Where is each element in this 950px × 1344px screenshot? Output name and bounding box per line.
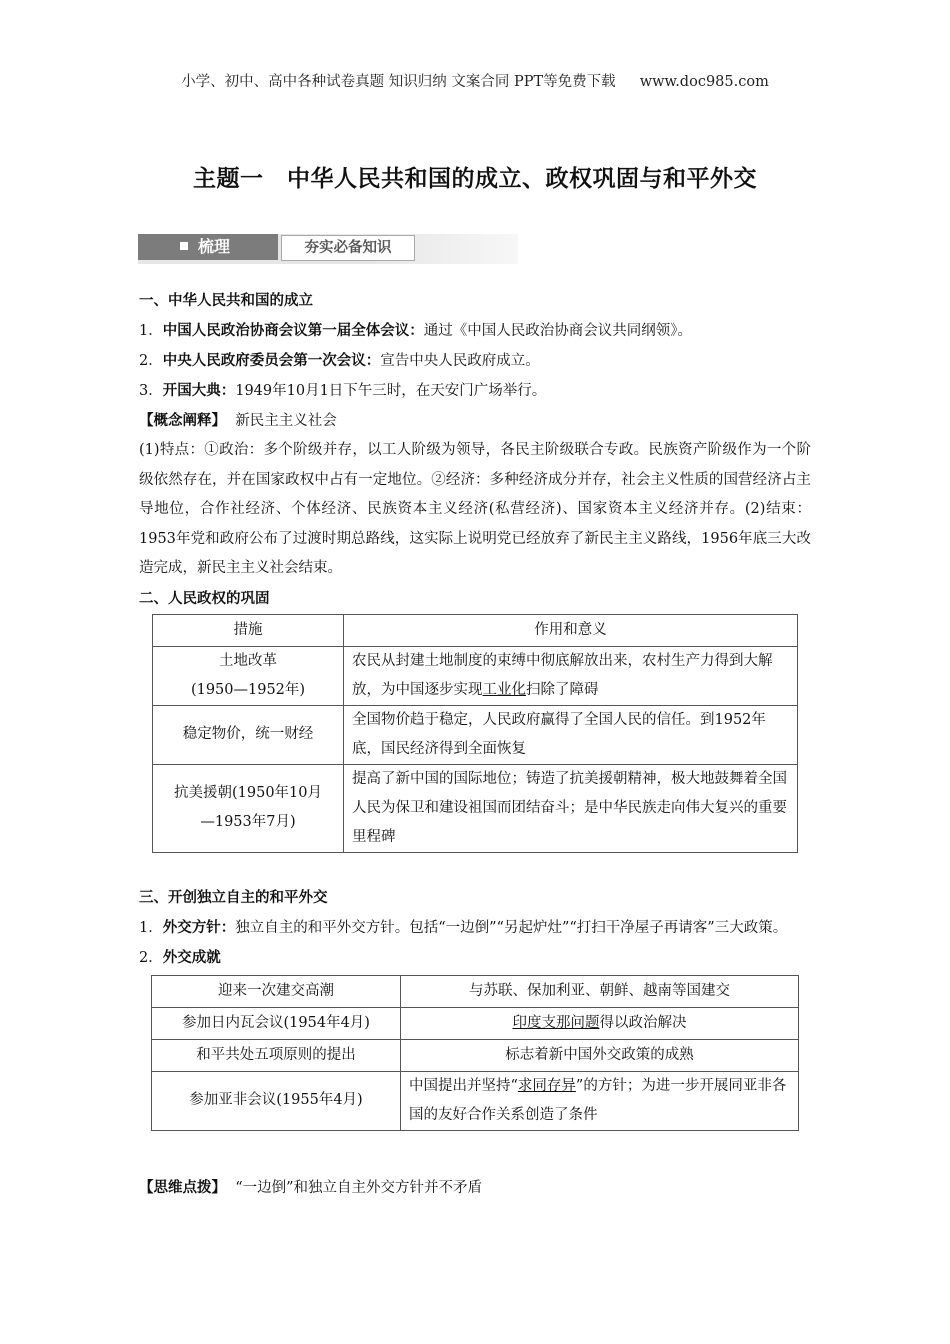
column-header-effect: 作用和意义 (344, 614, 798, 646)
section-heading-founding: 一、中华人民共和国的成立 (139, 293, 313, 309)
section-banner (138, 234, 518, 264)
achievement-cell: 参加亚非会议(1955年4月) (152, 1071, 401, 1130)
item-text: 独立自主的和平外交方针。包括“一边倒”“另起炉灶”“打扫干净屋子再请客”三大政策。 (235, 919, 788, 936)
detail-cell (401, 1071, 799, 1130)
measure-line: (1950—1952年) (190, 681, 306, 698)
item-label: 开国大典： (162, 383, 236, 399)
item-text: 宣告中央人民政府成立。 (380, 353, 540, 369)
tip-label: 【思维点拨】 (139, 1180, 226, 1196)
page-header (0, 70, 950, 91)
detail-cell: 标志着新中国外交政策的成熟 (401, 1039, 799, 1071)
effect-text: 农民从封建土地制度的束缚中彻底解放出来，农村生产力得到大解放，为中国逐步实现 (352, 652, 773, 698)
measure-cell (153, 764, 344, 852)
concept-label: 【概念阐释】 (139, 413, 226, 429)
achievement-cell: 参加日内瓦会议(1954年4月) (152, 1007, 401, 1039)
measure-line: 土地改革 (219, 652, 277, 669)
section-heading-consolidation: 二、人民政权的巩固 (139, 590, 270, 607)
banner-left-tab (138, 234, 278, 260)
consolidation-table (152, 614, 798, 853)
effect-cell (344, 646, 798, 705)
item-label: 中央人民政府委员会第一次会议： (162, 353, 381, 369)
table-row (152, 975, 799, 1007)
banner-left-label: 梳理 (198, 237, 231, 256)
tip-text: “一边倒”和独立自主外交方针并不矛盾 (235, 1180, 483, 1196)
list-item (139, 943, 811, 973)
list-item (139, 376, 811, 406)
page-title: 主题一 中华人民共和国的成立、政权巩固与和平外交 (193, 166, 757, 192)
detail-underlined: 求同存异 (517, 1077, 576, 1094)
list-item (139, 316, 811, 346)
detail-text: 得以政治解决 (599, 1014, 687, 1031)
measure-cell: 稳定物价，统一财经 (153, 705, 344, 764)
table-header-row (153, 614, 798, 646)
effect-underlined: 工业化 (482, 681, 526, 698)
measure-line: 抗美援朝(1950年10月 (173, 785, 322, 801)
detail-underlined: 印度支那问题 (512, 1014, 600, 1031)
detail-cell (401, 1007, 799, 1039)
detail-cell: 与苏联、保加利亚、朝鲜、越南等国建交 (401, 975, 799, 1007)
thinking-tip (139, 1176, 482, 1197)
effect-cell: 提高了新中国的国际地位；铸造了抗美援朝精神，极大地鼓舞着全国人民为保卫和建设祖国而团结奋斗；是中华民族走向伟大复兴的重要里程碑 (344, 764, 798, 852)
detail-text: 中国提出并坚持“ (409, 1077, 518, 1094)
banner-right-label: 夯实必备知识 (281, 235, 415, 261)
measure-line: —1953年7月) (200, 814, 296, 830)
achievement-cell: 迎来一次建交高潮 (152, 975, 401, 1007)
table-row (152, 1071, 799, 1130)
concept-title: 新民主主义社会 (235, 413, 337, 429)
header-url[interactable]: www.doc985.com (639, 74, 769, 90)
item-label: 外交成就 (162, 949, 221, 966)
list-item (139, 346, 811, 376)
item-number: 2． (139, 949, 163, 966)
item-text: 通过《中国人民政治协商会议共同纲领》。 (423, 323, 692, 339)
concept-heading (139, 406, 811, 436)
item-number: 1． (139, 323, 163, 339)
table-row (152, 1007, 799, 1039)
item-label: 中国人民政治协商会议第一届全体会议： (162, 323, 424, 339)
section-heading-diplomacy: 三、开创独立自主的和平外交 (139, 889, 328, 906)
table-row (152, 1039, 799, 1071)
effect-text: 扫除了障碍 (526, 681, 599, 698)
item-text: 1949年10月1日下午三时，在天安门广场举行。 (235, 383, 547, 399)
item-number: 2． (139, 353, 163, 369)
concept-body: (1)特点：①政治：多个阶级并存，以工人阶级为领导，各民主阶级联合专政。民族资产阶级作为一个阶级依然存在，并在国家政权中占有一定地位。②经济：多种经济成分并存，社会主义性质的国营经济占主导地位，合作社经济、个体经济、民族资本主义经济(私营经济)、国家资本主义经济并存。(2)结束：1953年党和政府公布了过渡时期总路线，这实际上说明党已经放弃了新民主主义路线，1956年底三大改造完成，新民主主义社会结束。 (139, 442, 811, 576)
effect-cell: 全国物价趋于稳定，人民政府赢得了全国人民的信任。到1952年底，国民经济得到全面恢复 (344, 705, 798, 764)
detail-text: ”的方针；为进一步开展同亚非各国的友好合作关系创造了条件 (409, 1077, 787, 1123)
item-number: 1． (139, 919, 163, 936)
column-header-measure: 措施 (153, 614, 344, 646)
diplomacy-table (151, 975, 799, 1131)
header-text: 小学、初中、高中各种试卷真题 知识归纳 文案合同 PPT等免费下载 (181, 74, 616, 90)
item-label: 外交方针： (162, 919, 236, 936)
table-row (153, 764, 798, 852)
table-row (153, 646, 798, 705)
item-number: 3． (139, 383, 163, 399)
table-row (153, 705, 798, 764)
measure-cell (153, 646, 344, 705)
list-item (139, 913, 811, 943)
achievement-cell: 和平共处五项原则的提出 (152, 1039, 401, 1071)
banner-square-icon (180, 242, 188, 250)
main-content (139, 286, 811, 1131)
